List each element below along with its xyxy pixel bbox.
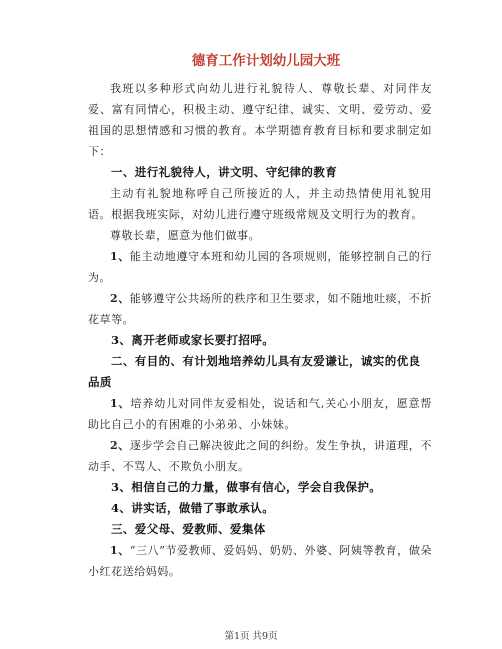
paragraph: 主动有礼貌地称呼自己所接近的人，并主动热情使用礼貌用语。根据我班实际，对幼儿进行遵守班级常规及文明行为的教育。 (88, 187, 432, 221)
list-item-number: 2、 (110, 292, 130, 305)
list-item-text: 逐步学会自己解决彼此之间的纠纷。发生争执，讲道理，不动手、不骂人、不欺负小朋友。 (88, 439, 432, 473)
list-item-text: 能主动地遵守本班和幼儿园的各项规则，能够控制自己的行为。 (88, 250, 432, 284)
section-heading: 一、进行礼貌待人，讲文明、守纪律的教育 (111, 165, 338, 179)
list-item (88, 393, 432, 435)
section-heading: 3、离开老师或家长要打招呼。 (111, 333, 275, 347)
list-item-number: 1、 (110, 250, 130, 263)
list-item-text: 能够遵守公共场所的秩序和卫生要求，如不随地吐痰，不折花草等。 (88, 292, 432, 326)
document-body (88, 78, 432, 582)
list-item-text: 培养幼儿对同伴友爱相处，说话和气,关心小朋友，愿意帮助比自己小的有困难的小弟弟、小妹妹。 (88, 397, 432, 431)
section-heading: 三、爱父母、爱教师、爱集体 (111, 522, 266, 536)
list-item (88, 246, 432, 288)
page-footer: 第1页 共9页 (224, 631, 278, 642)
list-item-number: 1、 (110, 397, 131, 410)
list-item (88, 540, 432, 582)
section-heading: 4、讲实话，做错了事敢承认。 (111, 501, 275, 515)
document-title: 德育工作计划幼儿园大班 (191, 53, 341, 69)
paragraph: 我班以多种形式向幼儿进行礼貌待人、尊敬长辈、对同伴友爱、富有同情心，积极主动、遵守纪律、诚实、文明、爱劳动、爱祖国的思想情感和习惯的教育。本学期德育教育目标和要求制定如下： (88, 82, 432, 158)
list-item-number: 1、 (110, 544, 130, 557)
section-heading: 二、有目的、有计划地培养幼儿具有友爱谦让，诚实的优良品质 (88, 354, 421, 389)
section-heading: 3、相信自己的力量，做事有信心，学会自我保护。 (111, 480, 382, 494)
paragraph: 尊敬长辈，愿意为他们做事。 (110, 229, 261, 242)
list-item (88, 288, 432, 330)
list-item-number: 2、 (110, 439, 130, 452)
list-item-text: “三八”节爱教师、爱妈妈、奶奶、外婆、阿姨等教育，做朵小红花送给妈妈。 (88, 544, 432, 578)
list-item (88, 435, 432, 477)
